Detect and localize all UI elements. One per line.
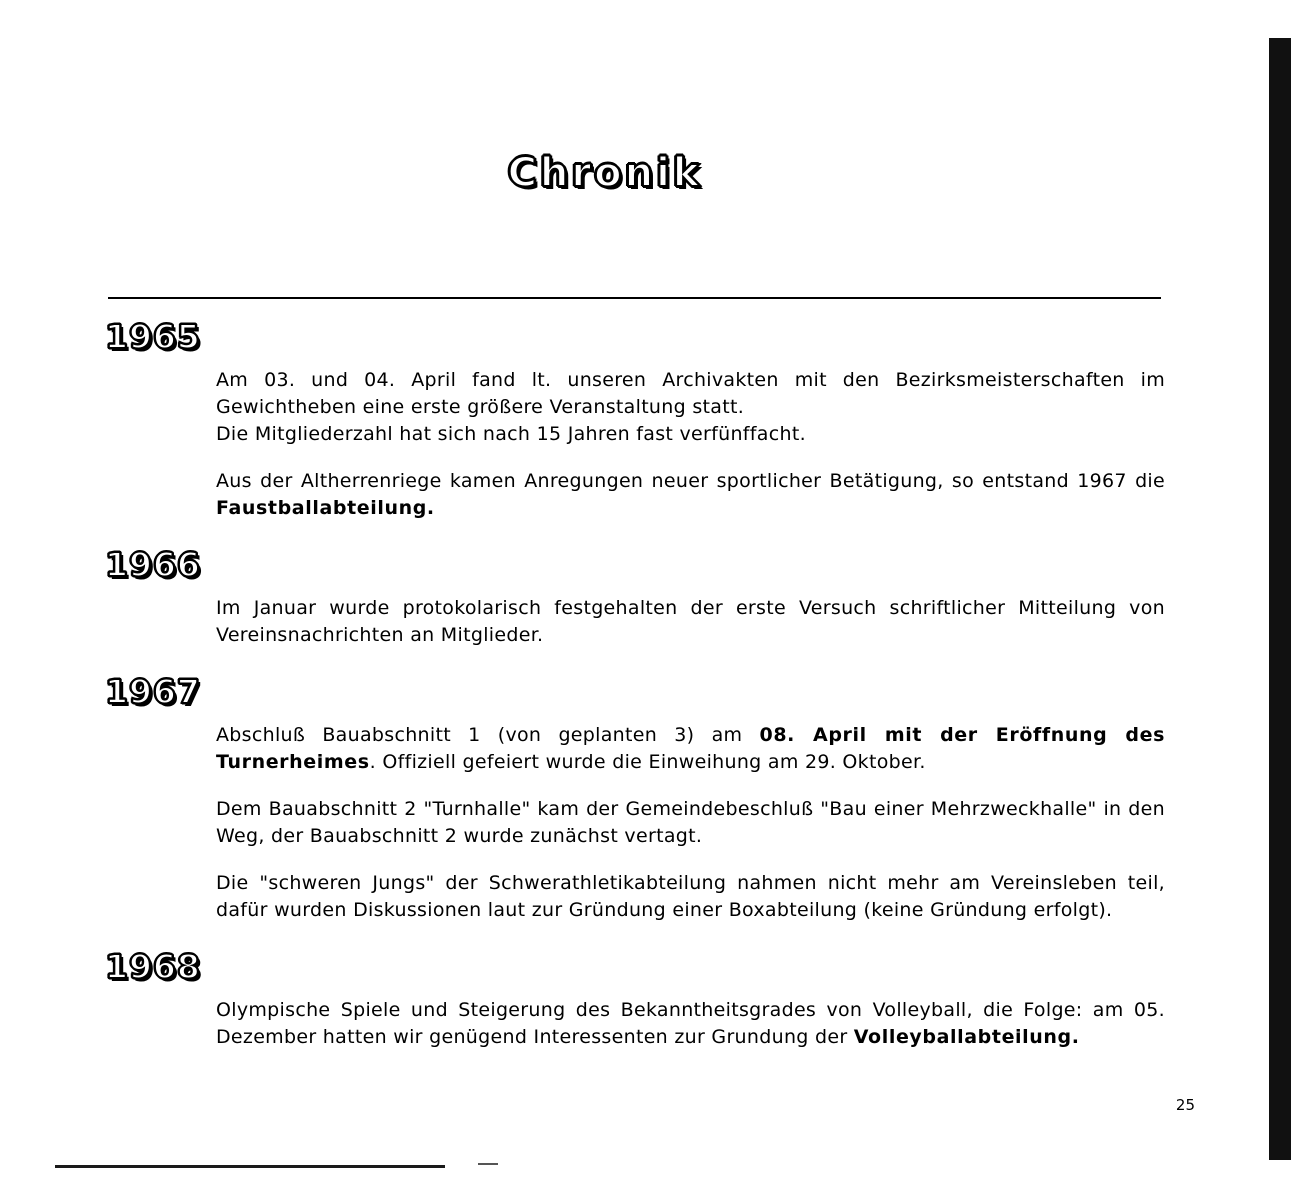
body-text: Dem Bauabschnitt 2 "Turnhalle" kam der Gemeindebeschluß "Bau einer Mehrzweckhalle" in den Weg, der Bauabschnitt 2 wurde zunächst vertagt.	[216, 797, 1165, 847]
entry-paragraph	[216, 796, 1165, 850]
scan-edge-artifact	[1269, 38, 1291, 1160]
scan-bottom-artifact	[55, 1165, 445, 1168]
horizontal-rule	[108, 297, 1161, 299]
entry-paragraph	[216, 595, 1165, 649]
body-text: Die Mitgliederzahl hat sich nach 15 Jahren fast verfünffacht.	[216, 422, 806, 445]
entry-paragraph	[216, 997, 1165, 1051]
entry-paragraph	[216, 421, 1165, 448]
entry-paragraph	[216, 722, 1165, 776]
body-text: Aus der Altherrenriege kamen Anregungen neuer sportlicher Betätigung, so entstand 1967 die	[216, 469, 1165, 492]
emphasis-text: Faustballabteilung.	[216, 496, 435, 519]
chronicle-entry	[0, 671, 1210, 924]
body-text: Im Januar wurde protokolarisch festgehalten der erste Versuch schriftlicher Mitteilung von Vereinsnachrichten an Mitglieder.	[216, 596, 1165, 646]
chronicle-entries	[0, 317, 1210, 1077]
chronicle-entry	[0, 946, 1210, 1051]
chronicle-entry	[0, 544, 1210, 649]
body-text: Die "schweren Jungs" der Schwerathletikabteilung nahmen nicht mehr am Vereinsleben teil, dafür wurden Diskussionen laut zur Gründung einer Boxabteilung (keine Gründung erfolgt).	[216, 871, 1165, 921]
emphasis-text: Volleyballabteilung.	[853, 1025, 1080, 1048]
entry-paragraph	[216, 367, 1165, 421]
page-number: 25	[1175, 1096, 1195, 1114]
entry-year-heading: 1966	[105, 544, 201, 584]
entry-year-heading: 1967	[105, 671, 201, 711]
body-text: Am 03. und 04. April fand lt. unseren Archivakten mit den Bezirksmeisterschaften im Gewichtheben eine erste größere Veranstaltung statt.	[216, 369, 1165, 418]
entry-paragraph	[216, 870, 1165, 924]
body-text: . Offiziell gefeiert wurde die Einweihung am 29. Oktober.	[369, 750, 926, 773]
entry-year-heading: 1968	[105, 946, 201, 986]
entry-year-heading: 1965	[105, 317, 201, 356]
scan-bottom-dots-artifact	[478, 1163, 498, 1165]
entry-paragraph	[216, 468, 1165, 522]
body-text: Abschluß Bauabschnitt 1 (von geplanten 3) am	[216, 723, 760, 746]
page-title: Chronik	[507, 150, 703, 196]
chronicle-entry	[0, 317, 1210, 522]
emphasis-text: 08. April mit der Eröffnung des Turnerheimes	[216, 723, 1165, 773]
body-text: Olympische Spiele und Steigerung des Bekanntheitsgrades von Volleyball, die Folge: am 05. Dezember hatten wir genügend Interessenten zur Grundung der	[216, 998, 1165, 1048]
